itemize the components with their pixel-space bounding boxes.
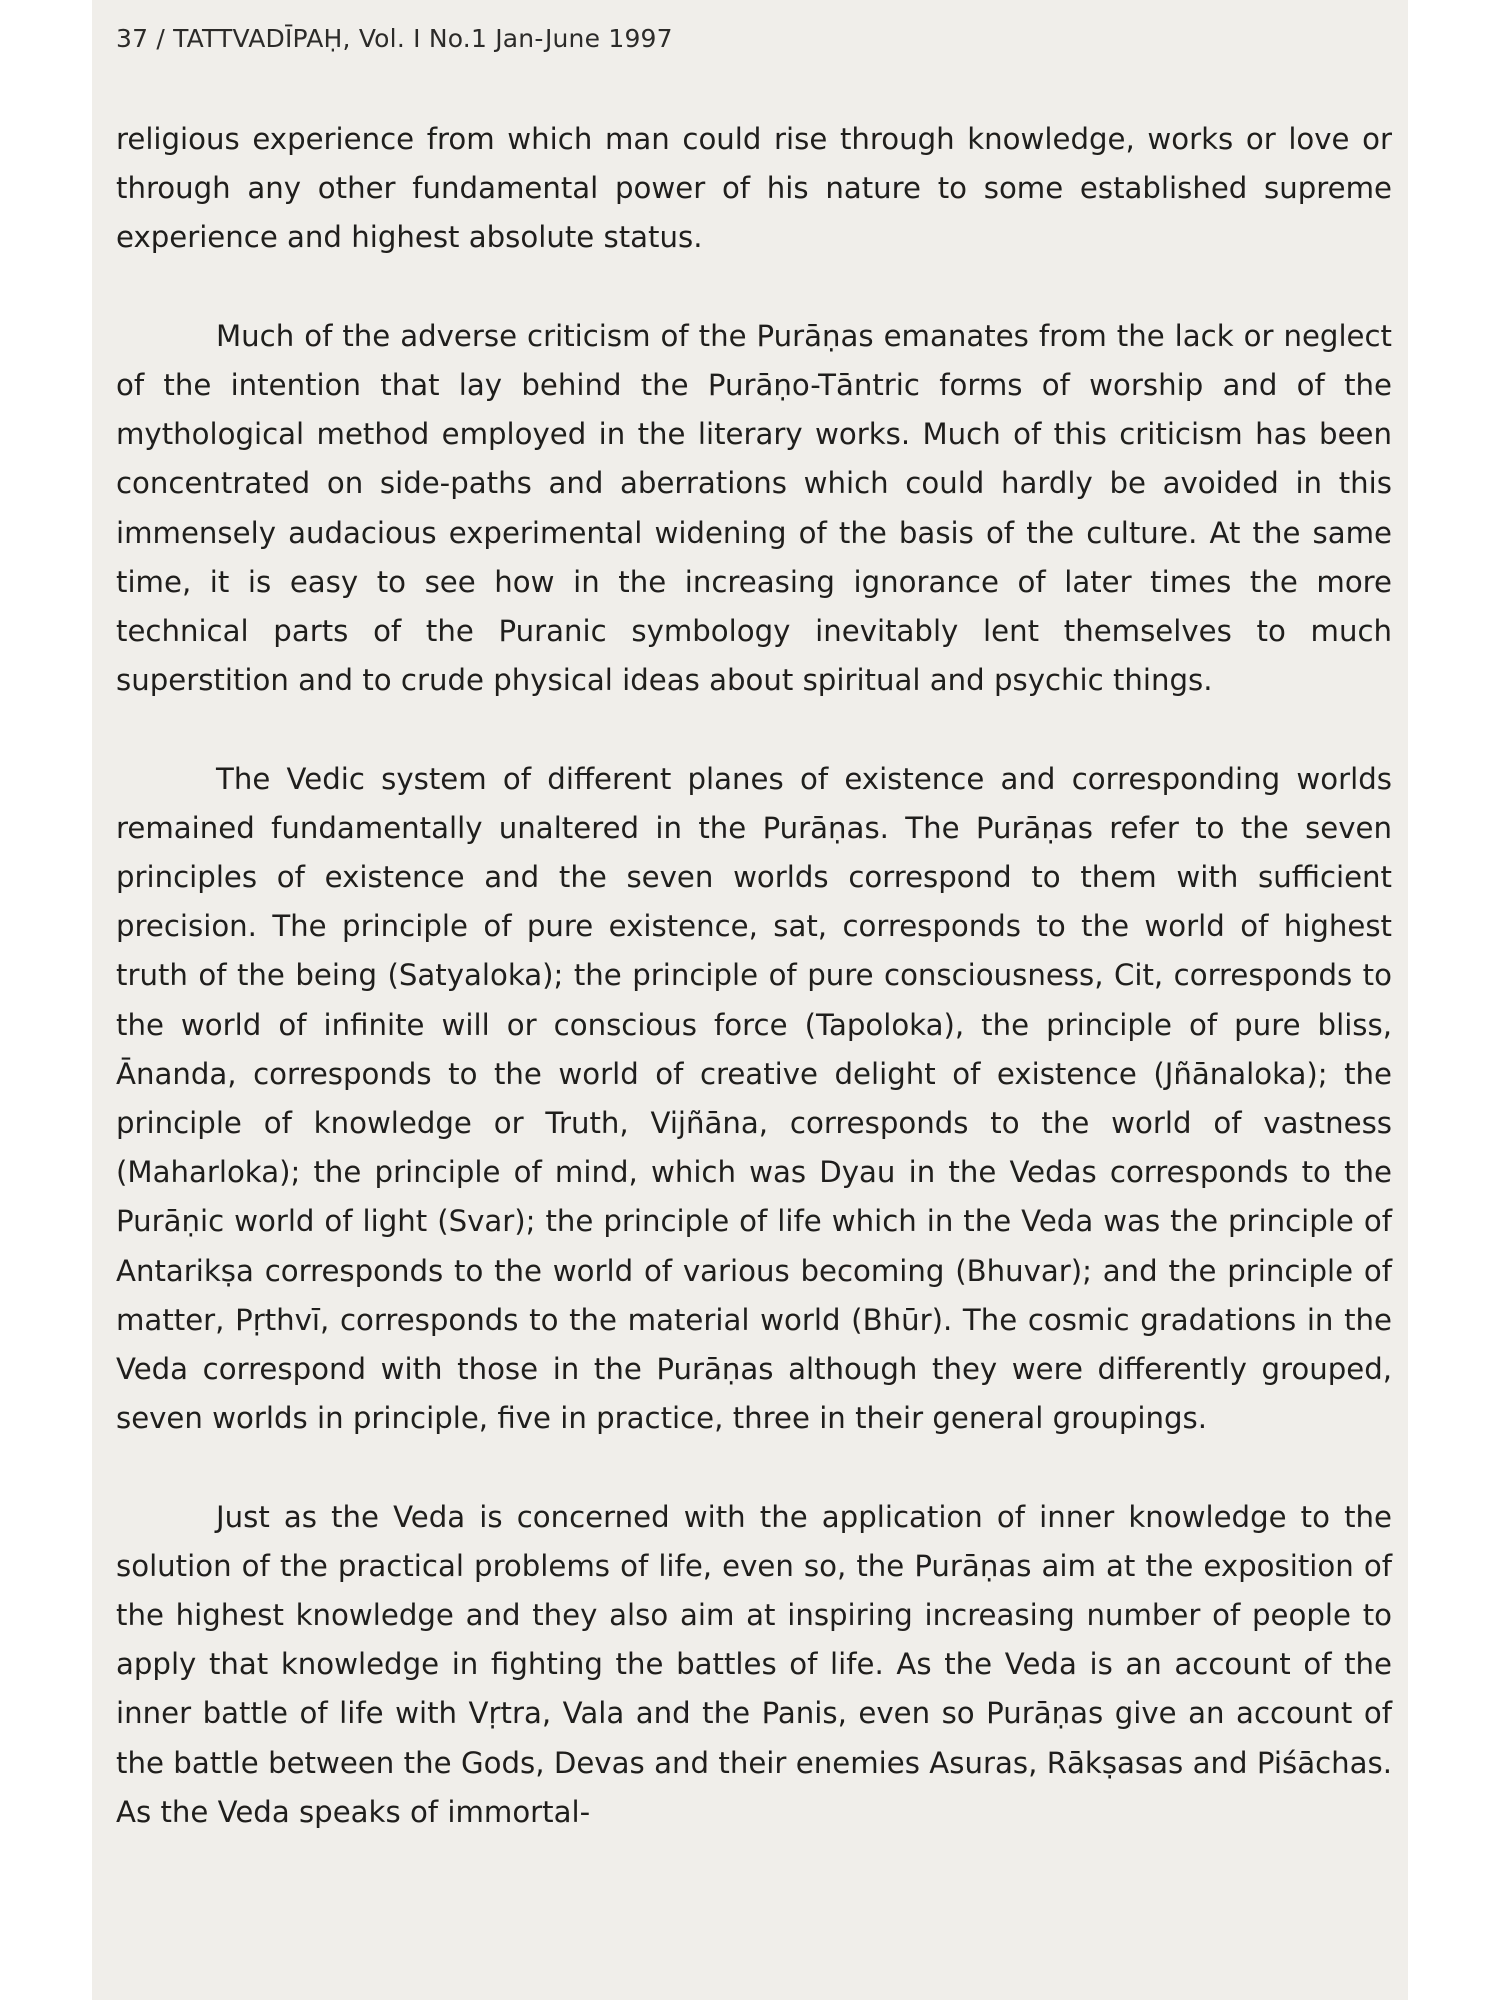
paragraph-1: religious experience from which man could rise through knowledge, works or love or through any other fundamental power of his nature to some established supreme experience and highest absolute status. (116, 122, 1392, 255)
paragraph-2: Much of the adverse criticism of the Purāṇas emanates from the lack or neglect of the intention that lay behind the Purāṇo-Tāntric forms of worship and of the mythological method employed in the literary works. Much of this criticism has been concentrated on side-paths and aberrations which could hardly be avoided in this immensely audacious experimental widening of the basis of the culture. At the same time, it is easy to see how in the increasing ignorance of later times the more technical parts of the Puranic symbology inevitably lent themselves to much superstition and to crude physical ideas about spiritual and psychic things. (116, 318, 1392, 698)
document-page (92, 0, 1408, 2000)
paragraph-3: The Vedic system of different planes of existence and corresponding worlds remained fundamentally unaltered in the Purāṇas. The Purāṇas refer to the seven principles of existence and the seven worlds correspond to them with sufficient precision. The principle of pure existence, sat, corresponds to the world of highest truth of the being (Satyaloka); the principle of pure consciousness, Cit, corresponds to the world of infinite will or conscious force (Tapoloka), the principle of pure bliss, Ānanda, corresponds to the world of creative delight of existence (Jñānaloka); the principle of knowledge or Truth, Vijñāna, corresponds to the world of vastness (Maharloka); the principle of mind, which was Dyau in the Vedas corresponds to the Purāṇic world of light (Svar); the principle of life which in the Veda was the principle of Antarikṣa corresponds to the world of various becoming (Bhuvar); and the principle of matter, Pṛthvī, corresponds to the material world (Bhūr). The cosmic gradations in the Veda correspond with those in the Purāṇas although they were differently grouped, seven worlds in principle, five in practice, three in their general groupings. (116, 761, 1392, 1436)
body-text (116, 115, 1392, 1837)
running-header: 37 / TATTVADĪPAḤ, Vol. I No.1 Jan-June 1997 (116, 24, 673, 53)
paragraph-4: Just as the Veda is concerned with the application of inner knowledge to the solution of the practical problems of life, even so, the Purāṇas aim at the exposition of the highest knowledge and they also aim at inspiring increasing number of people to apply that knowledge in fighting the battles of life. As the Veda is an account of the inner battle of life with Vṛtra, Vala and the Panis, even so Purāṇas give an account of the battle between the Gods, Devas and their enemies Asuras, Rākṣasas and Piśāchas. As the Veda speaks of immortal- (116, 1499, 1392, 1829)
